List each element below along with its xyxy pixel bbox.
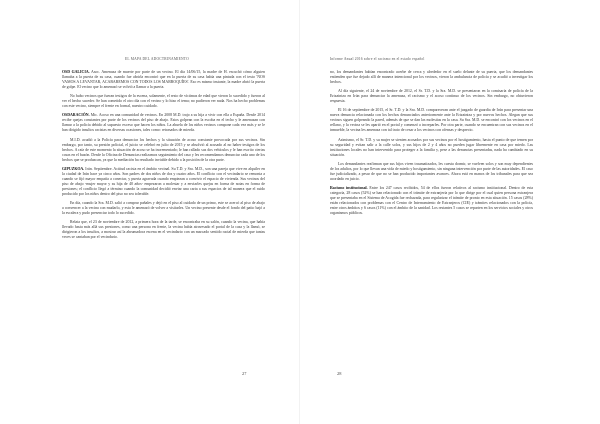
paragraph-lead: GIPUZKOA. [62, 166, 85, 171]
paragraph [62, 94, 265, 109]
paragraph [330, 70, 533, 85]
paragraph-lead: OSDARACIÓN. [62, 113, 90, 118]
paragraph-text: Los demandantes reafirman que sus hijos viven traumatizados, les cuesta dormir, se vuelven solos y son muy dependientes de los adultos, por lo que llevan una vida de miedo y hostigamiento, sin ninguna intervención por parte de las autoridades. El caso fue judicializado, a pesar de que no se han producido importantes avances. Ahora está en manos de los tribunales para que sea acordado en juicio. [330, 161, 533, 181]
paragraph-text: Asimismo, el Sr. T.D. y su mujer se sienten acosados por sus vecinos por el hostigamiento, hasta el punto de que temen por su seguridad y evitan salir a la calle solos, y sus hijos de 2 y 4 años no pueden jugar libremente en casa por miedo. Las instituciones locales no han intervenido para proteger a la familia y, pese a las denuncias presentadas, nada ha cambiado en su situación. [330, 137, 533, 157]
paragraph-text: Mtc. Acoso en una comunidad de vecinos. En 2008 M.D. trajo a su hija a vivir con ella a España. Desde 2014 recibe quejas constantes por parte de los vecinos del piso de abajo. Estos golpean con la escoba en el techo y le amenazan con llamar a la policía debido al supuesto exceso que hacen los niños. La abuela de los niños vecinos compone cada vez más y se le han dirigido insultos racistas en diversas ocasiones, tales como: retrasados de mierda. [62, 113, 265, 133]
page-number: 27 [242, 371, 247, 376]
paragraph [330, 162, 533, 182]
text-column [62, 70, 265, 240]
paragraph [62, 220, 265, 240]
paragraph-lead: Racismo institucional. [330, 185, 368, 190]
paragraph-text: En día, cuando la Sra. M.D. salió a comprar pañales y dejó en el piso al cuidado de un primo, este se acercó al piso de abajo a convencer a la vecina con mudarlo, y esta le amenazó de volver a visitarles. Un vecino presente desde el fondo del patio bajó a la escalera y pudo presenciar todo lo sucedido. [62, 201, 265, 216]
running-head: Informe Anual 2016 sobre el racismo en el estado español [330, 57, 425, 61]
paragraph [330, 108, 533, 133]
paragraph-text: Entre los 247 casos recibidos, 54 de ellos fueron relativos al racismo institucional. Dentro de esta categoría, 28 casos (52%) se han relacionado con el trámite de extranjería por lo que dirige por el cual quien persona extranjera que se presentaba en el Sistema de Acogida fue rechazada, para regularizar el trámite de pronto en esta situación. 15 casos (28%) están relacionados con problemas con el Centro de Internamiento de Extranjeros (CIE) y trámites relacionados con la policía, entre otros ámbitos y 6 casos (11%) con el ámbito de la sanidad. Los restantes 5 casos se reparten en los servicios sociales y otros organismos públicos. [330, 185, 534, 216]
paragraph-text: Relata que, el 23 de noviembre de 2012, a primera hora de la tarde, se encontraba en su salón, cuando la vecina, que había llevado hasta más allá sus presiones, como una persona en frente, la vecina había atravesado el portal de la casa y la llamó, se dirigieron a los insultos, a mostrar así la abrumadora escena en el vecindario con un marcado sentido racial de mierda que tantas veces se cantaban por el vecindario. [62, 220, 265, 240]
paragraph [62, 167, 265, 197]
paragraph [330, 138, 533, 158]
right-page [300, 0, 600, 424]
paragraph-text: Asoc. Amenaza de muerte por parte de un vecino. El día 14/06/15, la madre de H. escuchó cómo alguien llamaba a la puerta de su casa, cuando fue abrirla encontró que en la puerta de su casa había una pintada con el texto 'NOS VAMOS A LEVANTAR, ACABAREMOS CON TODOS LOS MARROQUÍES'. Eso es mismo instante, la madre abrió la puerta de golpe. El vecino que lo amenazó se volvió a llamar a la puerta. [62, 70, 265, 90]
page-number: 28 [337, 371, 342, 376]
paragraph [62, 113, 265, 133]
paragraph-text: Irún. Septiembre. Actitud racista en el ámbito vecinal. Su T.D. y Sra. M.D., son una pareja que vive en alquiler en la ciudad de Irún hace ya cinco años. Son padres de dos niños de dos y cuatro años. El conflicto con el vecindario se remonta a cuando se fijó mayor empatía a conectar, y puerta agravada cuando empiezan a convivir el espacio de vivienda. Sus vecinos del piso de abajo -mujer mayor y su hija de 40 años- empezaron a molestar y a enviarles quejas en forma de notas en forma de presiones; el conflicto llegó a término cuando la comunidad decidió enviar una carta a sus espacios de tal manera que el ruido producido por los niños dentro del piso no sea tolerable. [62, 166, 265, 196]
running-head: EL MAPA DEL ADOCTRINAMIENTO [125, 57, 189, 61]
paragraph-lead: OSD GALICIA. [62, 70, 90, 74]
paragraph-text: El 16 de septiembre de 2015, el Sr. T.D. y la Sra. M.D. compareceran ante el juzgado de guardia de Irún para presentar una nueva denuncia relacionada con los hechos denunciados anteriormente ante la Ertzaintza y por nuevos hechos. Alegan que sus vecinos siguen golpeando la pared, además de que se dan las molestias en la casa. Su Sra. M.D. se encontró con los vecinos en el rellano, y la vecina se les apartó en el portal y comenzó a increparles. Por otra parte, cuando se encuentran con sus vecinos en el inmueble, la vecina les amenaza con tal trato de cesar a los vecinos con ofensas y desprecio. [330, 108, 533, 133]
paragraph-text: Al día siguiente, el 24 de noviembre de 2012, el Sr. T.D. y la Sra. M.D. se presentaron en la comisaría de policía de la Ertzaintza en Irún para denunciar la amenaza, el racismo y el acoso continuo de los vecinos. Sin embargo, no obtuvieron respuesta. [330, 89, 533, 104]
paragraph-text: M.I.D. acudió a la Policía para denunciar los hechos y la situación de acoso constante provocada por sus vecinos. Sin embargo, por tanto, su presión policial, el juicio se celebró en julio de 2015 y se absolvió al acusado al no haber testigos de los hechos. A raíz de este momento la situación de acoso se ha incrementado; le han rallado sus dos vehículos y le han escrito ciertas cosas en el buzón. Desde la Oficina de Denuncias realizamos seguimiento del caso y les recomendamos denunciar cada uno de los hechos que se produzcan, ya que la mediación ha resultado inviable debido a la posición de la otra parte. [62, 137, 265, 162]
paragraph [62, 201, 265, 216]
paragraph-text: no, los demandantes habían encontrado acerbe de cerca y alrededor en el suelo delante de su puerta, que los demandantes entienden que fue dejado allí de manera intencional por los vecinos, vieron la ambulancia de policía y se acudió a investigar los hechos. [330, 70, 533, 85]
paragraph [62, 70, 265, 90]
paragraph-text: No hubo vecinos que fueran testigos de la escena, solamente, el resto de víctimas de edad que vieron lo sucedido y fueron al ver el hecho suceder. Se han cometido el otro día con el vecino y lo hizo el tema; no pudieron ver nada. Nos ha hecho problemas con este vecino, siempre el frente en formal, nuestro cuidado. [62, 94, 265, 109]
text-column [330, 70, 533, 220]
paragraph [330, 186, 533, 216]
paragraph [62, 138, 265, 163]
paragraph [330, 89, 533, 104]
